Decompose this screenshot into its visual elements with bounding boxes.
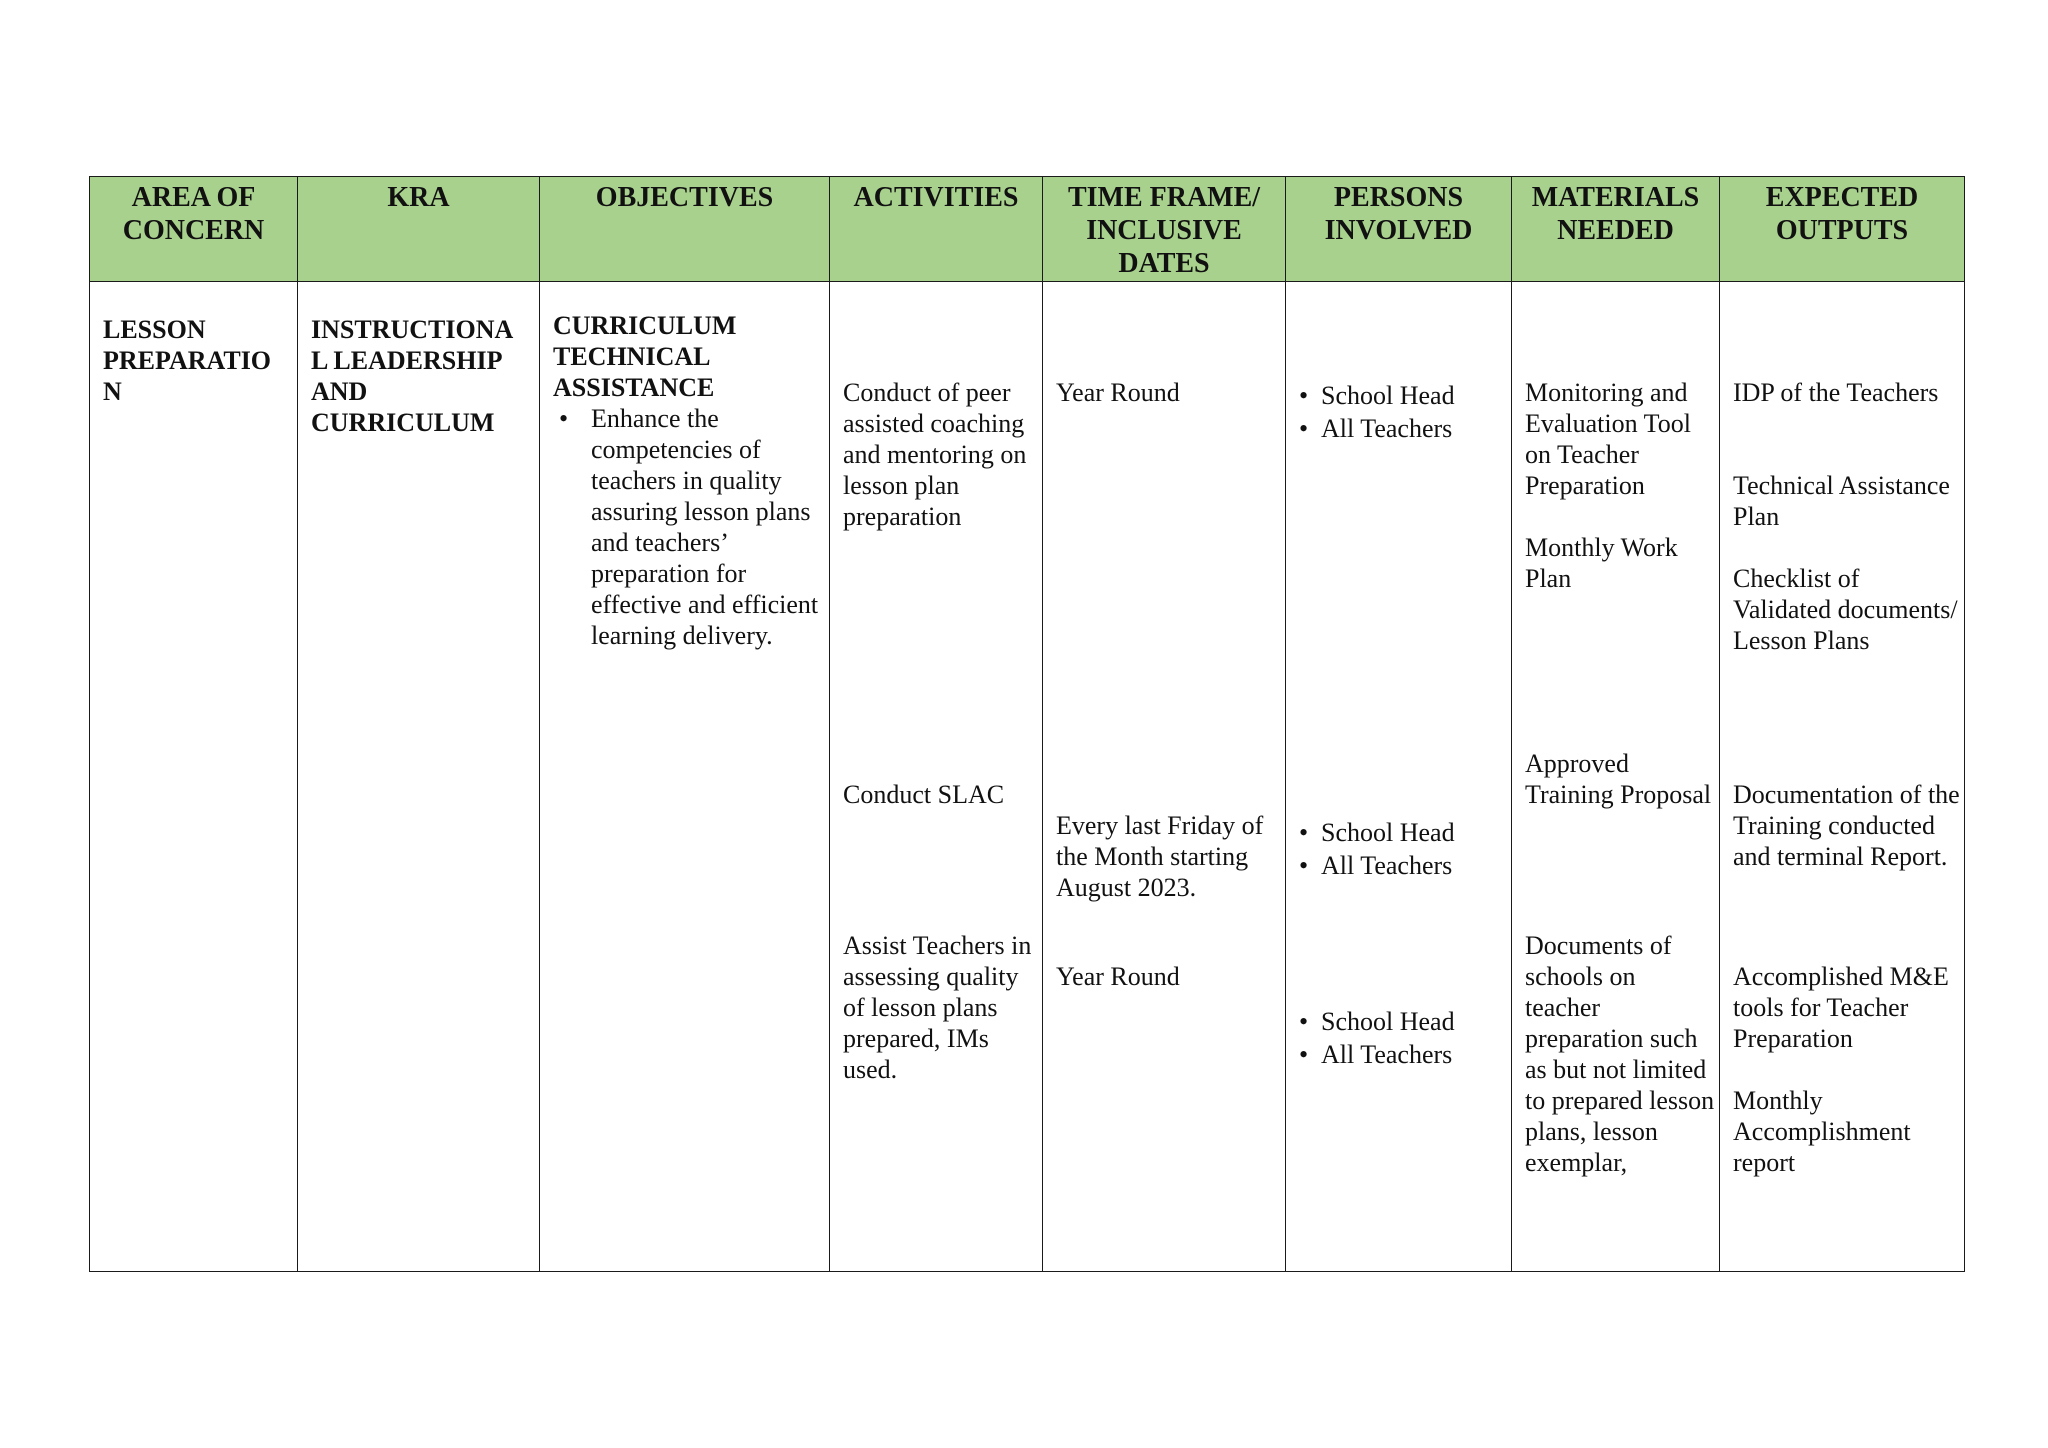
cell-objectives bbox=[540, 282, 830, 1272]
time-frame-item: Every last Friday of the Month starting August 2023. bbox=[1056, 811, 1264, 902]
material-item: Monthly Work Plan bbox=[1525, 533, 1678, 593]
output-item: Accomplished M&E tools for Teacher Preparation bbox=[1733, 962, 1949, 1053]
objectives-block bbox=[553, 310, 823, 651]
material-item: Monitoring and Evaluation Tool on Teacher Preparation bbox=[1525, 378, 1691, 500]
cell-activities bbox=[830, 282, 1043, 1272]
list-item: • All Teachers bbox=[1299, 849, 1504, 882]
header-time-frame: TIME FRAME/ INCLUSIVE DATES bbox=[1043, 177, 1286, 282]
time-frame-item: Year Round bbox=[1056, 378, 1180, 407]
list-item: • All Teachers bbox=[1299, 1038, 1504, 1071]
persons-list bbox=[1299, 379, 1504, 445]
cell-expected-outputs bbox=[1720, 282, 1965, 1272]
header-materials-needed: MATERIALS NEEDED bbox=[1512, 177, 1720, 282]
list-item: • School Head bbox=[1299, 816, 1504, 849]
material-item: Documents of schools on teacher preparation such as but not limited to prepared lesson plans, lesson exemplar, bbox=[1525, 931, 1715, 1177]
area-of-concern-text: LESSON PREPARATIO N bbox=[103, 315, 272, 406]
header-expected-outputs: EXPECTED OUTPUTS bbox=[1720, 177, 1965, 282]
output-item: IDP of the Teachers bbox=[1733, 378, 1939, 407]
output-item: Documentation of the Training conducted and terminal Report. bbox=[1733, 780, 1960, 871]
activity-item: Conduct of peer assisted coaching and mentoring on lesson plan preparation bbox=[843, 378, 1027, 531]
header-row bbox=[90, 177, 1965, 282]
cell-time-frame bbox=[1043, 282, 1286, 1272]
header-area-of-concern: AREA OF CONCERN bbox=[90, 177, 298, 282]
activity-item: Conduct SLAC bbox=[843, 780, 1005, 809]
activity-item: Assist Teachers in assessing quality of lesson plans prepared, IMs used. bbox=[843, 931, 1032, 1084]
header-activities: ACTIVITIES bbox=[830, 177, 1043, 282]
output-item: Monthly Accomplishment report bbox=[1733, 1086, 1911, 1177]
list-item: • School Head bbox=[1299, 1005, 1504, 1038]
list-item: • School Head bbox=[1299, 379, 1504, 412]
header-persons-involved: PERSONS INVOLVED bbox=[1286, 177, 1512, 282]
header-kra: KRA bbox=[298, 177, 540, 282]
kra-text: INSTRUCTIONA L LEADERSHIP AND CURRICULUM bbox=[311, 315, 512, 437]
cell-kra bbox=[298, 282, 540, 1272]
output-item: Technical Assistance Plan bbox=[1733, 471, 1950, 531]
persons-list bbox=[1299, 816, 1504, 882]
cell-persons-involved bbox=[1286, 282, 1512, 1272]
objectives-heading: CURRICULUM TECHNICAL ASSISTANCE bbox=[553, 311, 737, 402]
material-item: Approved Training Proposal bbox=[1525, 749, 1712, 809]
persons-list bbox=[1299, 1005, 1504, 1071]
header-objectives: OBJECTIVES bbox=[540, 177, 830, 282]
cell-area-of-concern bbox=[90, 282, 298, 1272]
table-row bbox=[90, 282, 1965, 1272]
output-item: Checklist of Validated documents/ Lesson Plans bbox=[1733, 564, 1958, 655]
list-item: • All Teachers bbox=[1299, 412, 1504, 445]
time-frame-item: Year Round bbox=[1056, 962, 1180, 991]
cell-materials-needed bbox=[1512, 282, 1720, 1272]
objectives-list bbox=[553, 403, 823, 651]
action-plan-table bbox=[89, 176, 1965, 1272]
list-item: • Enhance the competencies of teachers in quality assuring lesson plans and teachers’ preparation for effective and efficient learning delivery. bbox=[553, 403, 823, 651]
